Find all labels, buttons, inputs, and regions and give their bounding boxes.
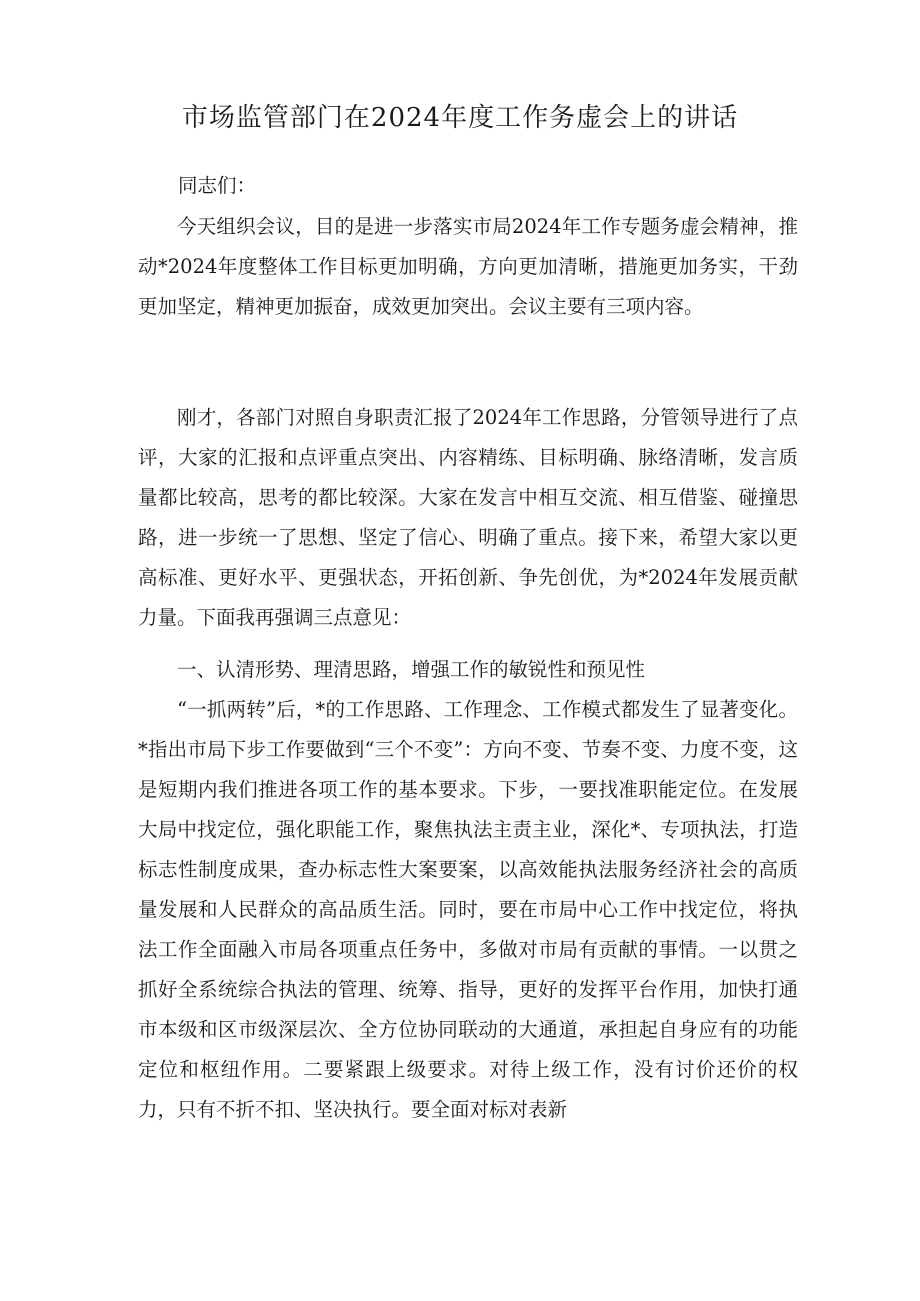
- paragraph-intro: 今天组织会议，目的是进一步落实市局2024年工作专题务虚会精神，推动*2024年度整体工作目标更加明确，方向更加清晰，措施更加务实，干劲更加坚定，精神更加振奋，成效更加突出。会议主要有三项内容。: [138, 215, 798, 318]
- document-title: 市场监管部门在2024年度工作务虚会上的讲话: [181, 103, 739, 133]
- paragraph-section-1: “一抓两转”后，*的工作思路、工作理念、工作模式都发生了显著变化。*指出市局下步工作要做到“三个不变”：方向不变、节奏不变、力度不变，这是短期内我们推进各项工作的基本要求。下步，一要找准职能定位。在发展大局中找定位，强化职能工作，聚焦执法主责主业，深化*、专项执法，打造标志性制度成果，查办标志性大案要案，以高效能执法服务经济社会的高质量发展和人民群众的高品质生活。同时，要在市局中心工作中找定位，将执法工作全面融入市局各项重点任务中，多做对市局有贡献的事情。一以贯之抓好全系统综合执法的管理、统筹、指导，更好的发挥平台作用，加快打通市本级和区市级深层次、全方位协同联动的大通道，承担起自身应有的功能定位和枢纽作用。二要紧跟上级要求。对待上级工作，没有讨价还价的权力，只有不折不扣、坚决执行。要全面对标对表新: [138, 698, 798, 1121]
- paragraph-review: 刚才，各部门对照自身职责汇报了2024年工作思路，分管领导进行了点评，大家的汇报和点评重点突出、内容精练、目标明确、脉络清晰，发言质量都比较高，思考的都比较深。大家在发言中相互交流、相互借鉴、碰撞思路，进一步统一了思想、坚定了信心、明确了重点。接下来，希望大家以更高标准、更好水平、更强状态，开拓创新、争先创优，为*2024年发展贡献力量。下面我再强调三点意见：: [138, 406, 798, 629]
- greeting: 同志们：: [178, 174, 257, 197]
- section-heading-1: 一、认清形势、理清思路，增强工作的敏锐性和预见性: [177, 658, 646, 681]
